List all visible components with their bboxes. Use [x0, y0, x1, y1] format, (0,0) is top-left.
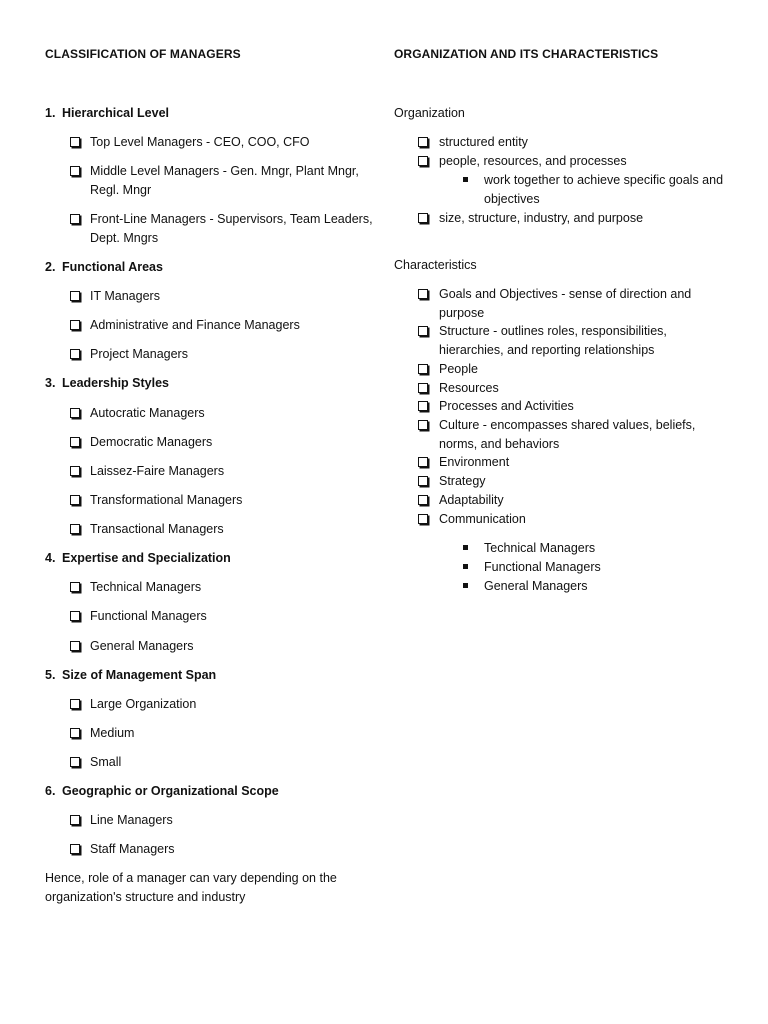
organization-label: Organization — [394, 106, 465, 120]
list-item: Large Organization — [90, 697, 197, 711]
list-item: Administrative and Finance Managers — [90, 318, 300, 332]
checkbox-bullet-icon — [70, 495, 80, 505]
list-item: Autocratic Managers — [90, 406, 205, 420]
checkbox-bullet-icon — [70, 291, 80, 301]
checkbox-bullet-icon — [418, 137, 428, 147]
list-item: Environment — [439, 455, 510, 469]
list-item: Project Managers — [90, 347, 188, 361]
section-number: 4. — [45, 551, 56, 565]
conclusion-text: Hence, role of a manager can vary depending on the organization's structure and industry — [45, 871, 337, 904]
list-item: Top Level Managers - CEO, COO, CFO — [90, 135, 310, 149]
checkbox-bullet-icon — [418, 156, 428, 166]
section-4-heading — [45, 549, 231, 568]
sub-list-item: Technical Managers — [484, 541, 596, 555]
list-item: Line Managers — [90, 813, 173, 827]
section-number: 3. — [45, 376, 56, 390]
square-bullet-icon — [463, 545, 468, 550]
list-item: General Managers — [90, 639, 194, 653]
list-item: People — [439, 362, 478, 376]
section-5-heading — [45, 666, 216, 685]
list-item: Front-Line Managers - Supervisors, Team Leaders, Dept. Mngrs — [90, 212, 373, 245]
list-item: size, structure, industry, and purpose — [439, 211, 644, 225]
checkbox-bullet-icon — [418, 401, 428, 411]
checkbox-bullet-icon — [70, 166, 80, 176]
checkbox-bullet-icon — [418, 213, 428, 223]
square-bullet-icon — [463, 583, 468, 588]
section-2-heading — [45, 258, 163, 277]
list-item: Processes and Activities — [439, 399, 574, 413]
checkbox-bullet-icon — [418, 289, 428, 299]
checkbox-bullet-icon — [70, 757, 80, 767]
checkbox-bullet-icon — [418, 476, 428, 486]
checkbox-bullet-icon — [70, 466, 80, 476]
square-bullet-icon — [463, 564, 468, 569]
checkbox-bullet-icon — [70, 582, 80, 592]
list-item: Adaptability — [439, 493, 504, 507]
checkbox-bullet-icon — [70, 437, 80, 447]
list-item: Culture - encompasses shared values, beliefs, norms, and behaviors — [439, 418, 696, 451]
list-item: IT Managers — [90, 289, 160, 303]
list-item: Transformational Managers — [90, 493, 243, 507]
list-item: Small — [90, 755, 122, 769]
checkbox-bullet-icon — [70, 844, 80, 854]
list-item: Middle Level Managers - Gen. Mngr, Plant Mngr, Regl. Mngr — [90, 164, 359, 197]
section-6-heading — [45, 782, 279, 801]
square-bullet-icon — [463, 177, 468, 182]
sub-list-item: Functional Managers — [484, 560, 601, 574]
right-column-title: ORGANIZATION AND ITS CHARACTERISTICS — [394, 47, 659, 61]
checkbox-bullet-icon — [418, 420, 428, 430]
list-item: Functional Managers — [90, 609, 207, 623]
section-title: Expertise and Specialization — [62, 551, 231, 565]
list-item: Transactional Managers — [90, 522, 224, 536]
section-title: Hierarchical Level — [62, 106, 170, 120]
checkbox-bullet-icon — [70, 524, 80, 534]
checkbox-bullet-icon — [70, 815, 80, 825]
section-number: 5. — [45, 668, 56, 682]
characteristics-label: Characteristics — [394, 258, 477, 272]
list-item: Laissez-Faire Managers — [90, 464, 225, 478]
checkbox-bullet-icon — [70, 408, 80, 418]
checkbox-bullet-icon — [418, 495, 428, 505]
section-number: 2. — [45, 260, 56, 274]
checkbox-bullet-icon — [70, 137, 80, 147]
section-title: Geographic or Organizational Scope — [62, 784, 279, 798]
checkbox-bullet-icon — [70, 641, 80, 651]
checkbox-bullet-icon — [70, 349, 80, 359]
section-3-heading — [45, 374, 169, 393]
section-number: 6. — [45, 784, 56, 798]
left-column-title: CLASSIFICATION OF MANAGERS — [45, 47, 241, 61]
list-item: people, resources, and processes — [439, 154, 627, 168]
checkbox-bullet-icon — [70, 699, 80, 709]
sub-list-item: General Managers — [484, 579, 588, 593]
checkbox-bullet-icon — [70, 214, 80, 224]
checkbox-bullet-icon — [70, 611, 80, 621]
list-item: Democratic Managers — [90, 435, 213, 449]
list-item: structured entity — [439, 135, 528, 149]
sub-list-item: work together to achieve specific goals and objectives — [484, 173, 724, 206]
list-item: Goals and Objectives - sense of direction and purpose — [439, 287, 692, 320]
section-1-heading — [45, 104, 169, 123]
list-item: Resources — [439, 381, 499, 395]
checkbox-bullet-icon — [70, 728, 80, 738]
section-title: Functional Areas — [62, 260, 163, 274]
list-item: Staff Managers — [90, 842, 175, 856]
checkbox-bullet-icon — [418, 383, 428, 393]
list-item: Medium — [90, 726, 135, 740]
list-item: Technical Managers — [90, 580, 202, 594]
section-title: Size of Management Span — [62, 668, 217, 682]
section-number: 1. — [45, 106, 56, 120]
list-item: Structure - outlines roles, responsibilities, hierarchies, and reporting relationships — [439, 324, 667, 357]
checkbox-bullet-icon — [418, 514, 428, 524]
checkbox-bullet-icon — [418, 457, 428, 467]
section-title: Leadership Styles — [62, 376, 169, 390]
checkbox-bullet-icon — [70, 320, 80, 330]
list-item: Communication — [439, 512, 526, 526]
checkbox-bullet-icon — [418, 326, 428, 336]
list-item: Strategy — [439, 474, 486, 488]
checkbox-bullet-icon — [418, 364, 428, 374]
